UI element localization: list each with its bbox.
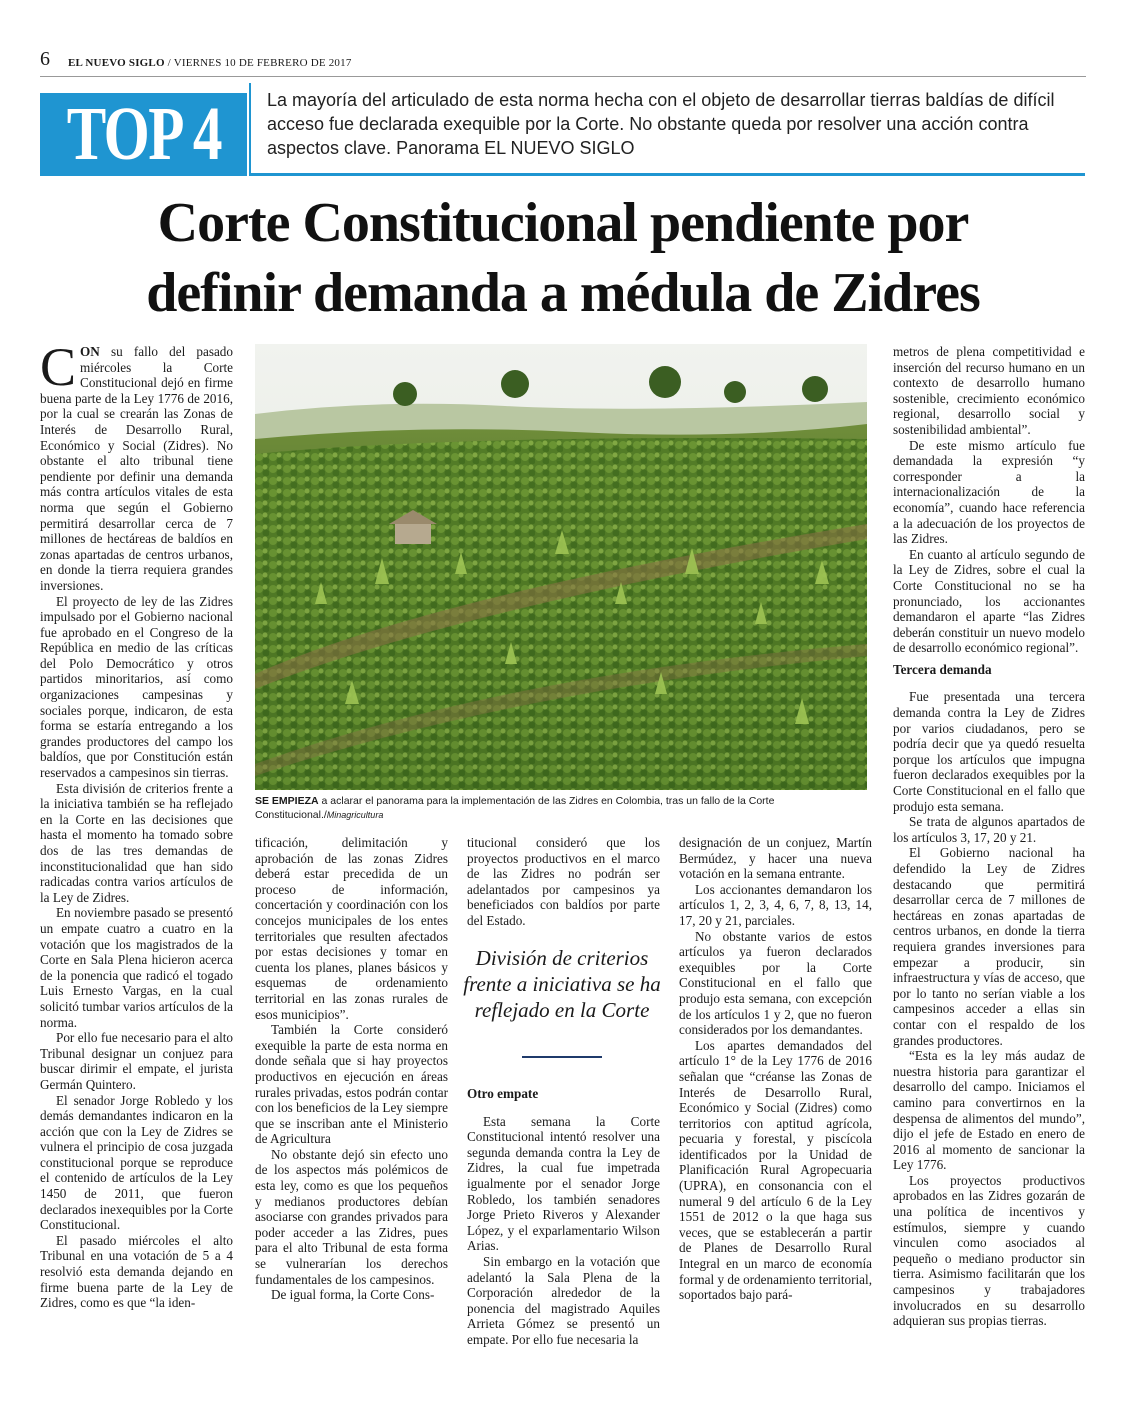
header-rule — [40, 76, 1086, 77]
coffee-plantation-photo — [255, 344, 867, 790]
column-3-continued — [467, 1080, 660, 1348]
paragraph: De este mismo artículo fue demandada la expresión “y corresponder a la internacionalización de la economía”, cuando hace referencia a la adecuación de los proyectos de las Zidres. — [893, 437, 1085, 547]
column-4 — [679, 835, 872, 1303]
deck-rule-horizontal — [249, 173, 1085, 176]
pull-quote-rule — [522, 1056, 602, 1058]
column-5 — [893, 344, 1085, 1329]
paragraph: titucional consideró que los proyectos productivos en el marco de las Zidres no podrán ser adelantados por campesinos ya beneficiados con baldíos por parte del Estado. — [467, 835, 660, 928]
article-photo — [255, 344, 867, 790]
paragraph: “Esta es la ley más audaz de nuestra historia para garantizar el desarrollo del campo. Iniciamos el camino para convertirnos en la despensa de alimentos del mundo”, dijo el jefe de Estado en enero de 2016 al momento de sancionar la Ley 1776. — [893, 1048, 1085, 1173]
paragraph: Fue presentada una tercera demanda contra la Ley de Zidres por varios ciudadanos, pero se podría decir que ya quedó resuelta porque los artículos que impugna fueron declarados exequibles por la Corte Constitucional en el fallo que produjo esta semana. — [893, 689, 1085, 814]
paragraph: Los accionantes demandaron los artículos 1, 2, 3, 4, 6, 7, 8, 13, 14, 17, 20 y 21, parciales. — [679, 881, 872, 928]
headline — [40, 188, 1086, 328]
column-3 — [467, 835, 660, 929]
paragraph: No obstante varios de estos artículos ya fueron declarados exequibles por la Corte Constitucional en el fallo que produjo esta semana, con excepción de los artículos 1 y 2, que no fueron considerados por los demandantes. — [679, 928, 872, 1038]
headline-line-2: definir demanda a médula de Zidres — [146, 262, 980, 324]
paragraph: En noviembre pasado se presentó un empate cuatro a cuatro en la votación que los magistrados de la Corte en Sala Plena hicieron acerca de la ponencia que radicó el togado Luis Ernesto Vargas, en la cual solicitó tumbar varios artículos de la norma. — [40, 905, 233, 1030]
paragraph: Los proyectos productivos aprobados en las Zidres gozarán de una política de incentivos y estímulos, siempre y cuando vinculen como asociados al pequeño o mediano productor sin tierra. Asimismo facilitarán que los campesinos y trabajadores involucrados en su desarrollo adquieran sus propias tierras. — [893, 1172, 1085, 1329]
caption-text: a aclarar el panorama para la implementación de las Zidres en Colombia, tras un fallo de la Corte Constitucional./ — [255, 795, 775, 821]
photo-credit: Minagricultura — [326, 810, 384, 820]
paragraph: No obstante dejó sin efecto uno de los aspectos más polémicos de esta ley, como es que los pequeños y medianos productores debían asociarse con grandes privados para poder acceder a las Zidres, pues para el alto Tribunal de esta forma se vulnerarían los derechos fundamentales de los campesinos. — [255, 1146, 448, 1287]
masthead — [68, 57, 352, 69]
paragraph: El Gobierno nacional ha defendido la Ley de Zidres destacando que permitirá desarrollar cerca de 7 millones de hectáreas en zonas apartadas de centros urbanos, en donde la tierra requiera grandes inversiones para empezar a producir, sin infraestructura y vías de acceso, que por lo tanto no serían viable a los campesinos acceder a ellas sin contar con el respaldo de los grandes productores. — [893, 845, 1085, 1048]
pull-quote: División de criterios frente a iniciativa se ha reflejado en la Corte — [463, 946, 661, 1022]
section-tag: TOP 4 — [40, 93, 247, 176]
photo-caption — [255, 794, 867, 822]
subhead-otro-empate: Otro empate — [467, 1086, 539, 1101]
lead-paragraph: CON su fallo del pasado miércoles la Corte Constitucional dejó en firme buena parte de la Ley 1776 de 2016, por la cual se crearán las Zonas de Interés de Desarrollo Rural, Económico y Social (Zidres). No obstante el alto tribunal tiene pendiente por definir una demanda más contra artículos vitales de esta norma que según el Gobierno permitirá desarrollar cerca de 7 millones de hectáreas de baldíos en zonas apartadas de centros urbanos, en donde la tierra requiera grandes inversiones. — [40, 337, 233, 593]
page-number: 6 — [40, 48, 50, 70]
article-deck: La mayoría del articulado de esta norma hecha con el objeto de desarrollar tierras baldías de difícil acceso fue declarada exequible por la Corte. No obstante queda por resolver una acción contra aspectos clave. Panorama EL NUEVO SIGLO — [267, 90, 1055, 158]
deck-rule-vertical — [249, 83, 251, 176]
column-1 — [40, 337, 233, 1311]
paragraph: De igual forma, la Corte Cons- — [271, 1287, 435, 1303]
publication-name: EL NUEVO SIGLO — [68, 57, 165, 69]
paragraph: Por ello fue necesario para el alto Tribunal designar un conjuez para buscar dirimir el empate, el jurista Germán Quintero. — [40, 1030, 233, 1092]
paragraph: El pasado miércoles el alto Tribunal en una votación de 5 a 4 resolvió esta demanda dejando en firme buena parte de la Ley de Zidres, como es que “la iden- — [40, 1232, 233, 1311]
paragraph: El senador Jorge Robledo y los demás demandantes indicaron en la acción que con la Ley de Zidres se vulnera el principio de cosa juzgada constitucional porque se reproduce el contenido de artículos de la Ley 1450 de 2011, que fueron declarados inexequibles por la Corte Constitucional. — [40, 1092, 233, 1233]
paragraph: designación de un conjuez, Martín Bermúdez, y hacer una nueva votación en la semana entrante. — [679, 835, 872, 882]
paragraph: Esta división de criterios frente a la iniciativa también se ha reflejado en la Corte en las decisiones que hasta el momento ha tomado sobre dos de las tres demandas de inconstitucionalidad que han sido radicadas contra varios artículos de la Ley de Zidres. — [40, 780, 233, 905]
paragraph: Se trata de algunos apartados de los artículos 3, 17, 20 y 21. — [893, 814, 1085, 845]
paragraph: Los apartes demandados del artículo 1° de la Ley 1776 de 2016 señalan que “créanse las Zonas de Interés de Desarrollo Rural, Económico y Social (Zidres) como territorios con aptitud agrícola, pecuaria y forestal, y piscícola identificados por la Unidad de Planificación Rural Agropecuaria (UPRA), en consonancia con el numeral 9 del artículo 6 de la Ley 1551 de 2012 o la que haga sus veces, que se establecerán a partir de Planes de Desarrollo Rural Integral en un marco de economía formal y de ordenamiento territorial, soportados bajo pará- — [679, 1037, 872, 1303]
paragraph: En cuanto al artículo segundo de la Ley de Zidres, sobre el cual la Corte Constitucional no se ha pronunciado, los accionantes demandaron el aparte “las Zidres deberán constituir un nuevo modelo de desarrollo económico regional”. — [893, 546, 1085, 656]
headline-line-1: Corte Constitucional pendiente por — [157, 192, 969, 254]
paragraph: Esta semana la Corte Constitucional intentó resolver una segunda demanda contra la Ley de Zidres, la cual fue impetrada igualmente por el senador Jorge Robledo, los también senadores Jorge Prieto Riveros y Alexander López, y el exparlamentario Wilson Arias. — [467, 1113, 660, 1254]
paragraph: metros de plena competitividad e inserción del recurso humano en un contexto de desarrollo humano sostenible, crecimiento económico regional, desarrollo social y sostenibilidad ambiental”. — [893, 344, 1085, 437]
paragraph: También la Corte consideró exequible la parte de esta norma en donde señala que si hay proyectos productivos en ejecución en áreas rurales privadas, estos podrán contar con los beneficios de la Ley siempre que se inscriban ante el Ministerio de Agricultura — [255, 1022, 448, 1147]
drop-cap: C — [40, 337, 77, 397]
paragraph: Sin embargo en la votación que adelantó la Sala Plena de la Corporación alrededor de la ponencia del magistrado Aquiles Arrieta Gómez se presentó un empate. Por ello fue necesaria la — [467, 1253, 660, 1347]
subhead-tercera-demanda: Tercera demanda — [893, 661, 992, 677]
caption-lead: SE EMPIEZA — [255, 795, 319, 807]
column-2 — [255, 835, 448, 1303]
paragraph: tificación, delimitación y aprobación de las zonas Zidres deberá estar precedida de un proceso de información, concertación y coordinación con los concejos municipales de los entes territoriales que resulten afectados por estas decisiones y tomar en cuenta los planes, planes básicos y esquemas de ordenamiento territorial en las zonas rurales de esos municipios”. — [255, 835, 448, 1022]
date-line: / VIERNES 10 DE FEBRERO DE 2017 — [164, 57, 352, 69]
paragraph: El proyecto de ley de las Zidres impulsado por el Gobierno nacional fue aprobado en el Congreso de la República en medio de las críticas del Polo Democrático y otros partidos minoritarios, así como organizaciones campesinas y sociales porque, indicaron, de esta forma se estaría entregando a los grandes productores del campo los baldíos, que por Constitución están reservados a campesinos sin tierras. — [40, 593, 233, 781]
